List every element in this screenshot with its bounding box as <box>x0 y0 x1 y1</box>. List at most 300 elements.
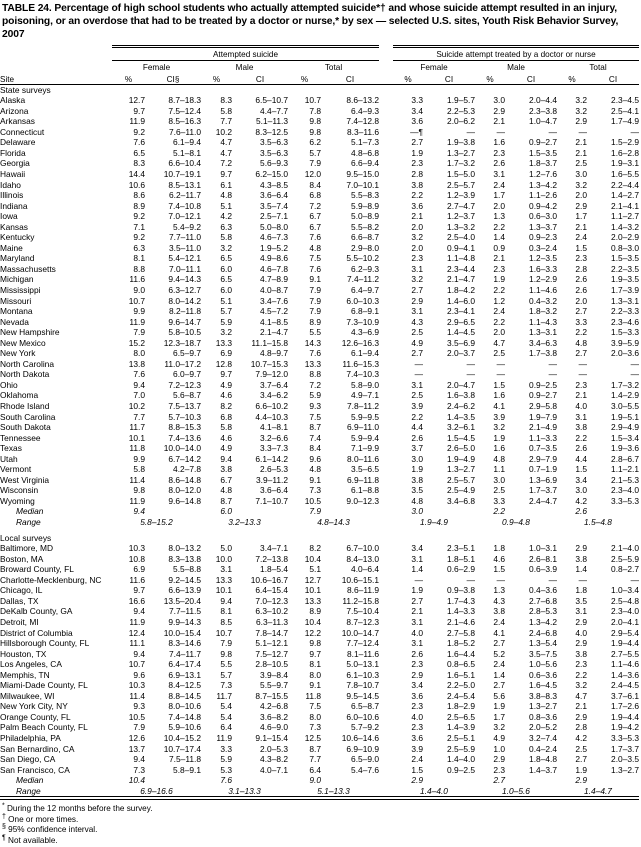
cell-treated-male-pct: 1.9 <box>493 701 505 712</box>
cell-treated-female-pct: 2.2 <box>411 411 423 422</box>
cell-attempted-male-pct: 8.3 <box>220 95 232 106</box>
cell-treated-male-ci: 1.8–4.8 <box>529 754 557 765</box>
cell-attempted-total-ci: 7.4–12.8 <box>346 116 379 127</box>
cell-treated-female-ci: 2.0–3.7 <box>447 348 475 359</box>
cell-attempted-male-ci: 1.9–5.2 <box>260 242 288 253</box>
table-row <box>0 433 639 444</box>
cell-treated-female-pct: 3.4 <box>411 105 423 116</box>
cell-treated-male-ci: 2.8–5.3 <box>529 606 557 617</box>
cell-treated-male-pct: 1.8 <box>493 543 505 554</box>
cell-treated-male-ci: 1.3–4.2 <box>529 179 557 190</box>
cell-attempted-total-ci: 6.2–9.3 <box>351 263 379 274</box>
cell-attempted-male-ci: 4.9–8.6 <box>260 253 288 264</box>
cell-attempted-female-ci: 4.2–7.8 <box>173 464 201 475</box>
cell-attempted-female-ci: 6.5–9.7 <box>173 348 201 359</box>
table-row <box>0 575 639 586</box>
cell-treated-female-ci: 1.3–2.7 <box>447 464 475 475</box>
column-gap <box>379 412 393 423</box>
table-row <box>0 485 639 496</box>
cell-treated-female-ci: 1.7–3.2 <box>447 158 475 169</box>
cell-treated-female-pct: 2.4 <box>411 754 423 765</box>
table-row <box>0 369 639 380</box>
cell-treated-female-pct: 3.5 <box>411 485 423 496</box>
range-attempted-total: 5.1–13.3 <box>317 785 350 796</box>
header-treated: Suicide attempt treated by a doctor or nurse <box>436 49 596 59</box>
cell-attempted-male-pct: 3.1 <box>220 564 232 575</box>
table-row <box>0 317 639 328</box>
cell-attempted-male-ci: 3.3–7.3 <box>260 443 288 454</box>
row-site-label: Connecticut <box>0 126 45 137</box>
cell-attempted-total-pct: 10.7 <box>304 95 321 106</box>
cell-treated-male-pct: 2.7 <box>493 680 505 691</box>
cell-attempted-female-ci: 7.6–11.0 <box>169 126 201 137</box>
cell-treated-male-pct: 1.3 <box>493 585 505 596</box>
cell-attempted-female-ci: 7.4–10.8 <box>168 200 201 211</box>
cell-treated-total-pct: 2.1 <box>575 137 587 148</box>
cell-treated-total-pct: 1.4 <box>575 564 587 575</box>
median-attempted-total: 7.9 <box>309 506 321 517</box>
cell-attempted-total-pct: 8.7 <box>309 422 321 433</box>
cell-treated-total-pct: — <box>578 574 587 585</box>
cell-treated-male-pct: 2.1 <box>493 116 505 127</box>
row-site-label: San Diego, CA <box>0 754 56 765</box>
row-site-label: North Dakota <box>0 369 50 380</box>
row-site-label: Oklahoma <box>0 390 39 401</box>
cell-treated-male-pct: 1.6 <box>493 390 505 401</box>
cell-attempted-total-ci: 6.9–11.0 <box>347 422 379 433</box>
cell-treated-total-pct: 4.2 <box>575 732 587 743</box>
column-gap <box>379 190 393 201</box>
cell-treated-female-ci: 1.6–3.8 <box>447 390 475 401</box>
cell-attempted-female-ci: 7.7–11.0 <box>169 232 201 243</box>
range-row <box>0 786 639 797</box>
cell-treated-male-ci: 1.6–3.3 <box>529 263 557 274</box>
column-gap <box>379 754 393 765</box>
section-title: State surveys <box>0 84 51 95</box>
cell-attempted-total-pct: 8.9 <box>309 606 321 617</box>
cell-attempted-male-ci: 6.6–10.2 <box>255 401 288 412</box>
cell-attempted-male-pct: 8.7 <box>220 495 232 506</box>
table-row <box>0 359 639 370</box>
cell-attempted-total-ci: 8.3–11.6 <box>347 126 379 137</box>
cell-treated-female-pct: 3.9 <box>411 743 423 754</box>
cell-treated-female-ci: 1.9–3.8 <box>447 137 475 148</box>
table-row <box>0 222 639 233</box>
cell-attempted-male-pct: 5.7 <box>220 669 232 680</box>
table-row <box>0 201 639 212</box>
header-tt-pct: % <box>568 74 576 84</box>
cell-treated-female-pct: 3.0 <box>411 453 423 464</box>
cell-attempted-female-ci: 8.0–14.2 <box>168 295 201 306</box>
cell-treated-female-ci: 2.5–5.7 <box>447 179 475 190</box>
row-site-label: Massachusetts <box>0 263 56 274</box>
cell-attempted-total-ci: 6.1–10.3 <box>346 669 379 680</box>
row-site-label: Nevada <box>0 316 29 327</box>
column-gap <box>379 348 393 359</box>
cell-attempted-total-pct: 8.0 <box>309 669 321 680</box>
cell-attempted-total-pct: 7.4 <box>309 432 321 443</box>
table-row <box>0 754 639 765</box>
cell-attempted-total-ci: 8.6–13.2 <box>346 95 379 106</box>
cell-attempted-female-ci: 7.4–13.6 <box>168 432 201 443</box>
cell-treated-total-ci: — <box>630 574 639 585</box>
cell-attempted-male-ci: 4.3–8.2 <box>260 754 288 765</box>
cell-treated-female-ci: 2.7–5.8 <box>447 627 475 638</box>
footnote-marker: ¶ <box>2 834 6 842</box>
data-table <box>0 45 639 801</box>
cell-treated-female-ci: 1.8–4.2 <box>447 285 475 295</box>
cell-treated-female-ci: 1.3–3.2 <box>447 221 475 232</box>
cell-treated-male-pct: 2.4 <box>493 179 505 190</box>
cell-treated-male-ci: 2.1–4.9 <box>529 422 557 433</box>
column-gap <box>379 211 393 222</box>
footnote-marker: † <box>2 813 6 821</box>
column-gap <box>379 628 393 639</box>
cell-attempted-female-ci: 8.3–13.8 <box>168 553 201 564</box>
row-site-label: Utah <box>0 453 18 464</box>
cell-attempted-female-ci: 5.1–8.1 <box>173 147 201 158</box>
cell-attempted-female-ci: 8.4–12.5 <box>168 680 201 691</box>
cell-treated-female-pct: 3.4 <box>411 543 423 554</box>
cell-treated-total-ci: 1.4–3.2 <box>611 221 639 232</box>
table-row <box>0 127 639 138</box>
cell-attempted-total-ci: 7.8–11.2 <box>347 401 379 412</box>
cell-attempted-total-ci: 2.9–8.0 <box>351 242 379 253</box>
row-site-label: Broward County, FL <box>0 564 74 575</box>
cell-treated-total-pct: 2.1 <box>575 147 587 158</box>
cell-attempted-female-ci: 8.8–15.3 <box>168 422 201 433</box>
cell-attempted-female-pct: 10.3 <box>128 680 145 691</box>
cell-attempted-total-pct: 9.3 <box>309 401 321 412</box>
cell-treated-female-ci: 2.1–4.6 <box>447 616 475 627</box>
cell-attempted-female-pct: 8.3 <box>133 158 145 169</box>
cell-treated-total-pct: 2.1 <box>575 221 587 232</box>
cell-attempted-male-pct: 11.9 <box>216 732 232 743</box>
cell-treated-female-ci: 1.4–3.5 <box>447 411 475 422</box>
cell-attempted-total-ci: 8.7–12.3 <box>346 616 379 627</box>
cell-treated-female-pct: 2.0 <box>411 221 423 232</box>
cell-attempted-total-ci: 5.9–9.5 <box>351 411 379 422</box>
cell-treated-male-ci: 0.9–4.2 <box>529 200 557 211</box>
cell-treated-total-ci: 2.0–2.9 <box>611 232 639 243</box>
row-site-label: Hillsborough County, FL <box>0 638 90 649</box>
cell-attempted-total-ci: 8.1–11.6 <box>347 648 379 659</box>
cell-treated-total-pct: 4.0 <box>575 401 587 412</box>
column-gap <box>379 380 393 391</box>
cell-treated-total-pct: — <box>578 369 587 380</box>
cell-attempted-male-ci: 8.7–15.5 <box>255 690 288 701</box>
cell-attempted-female-ci: 10.0–14.0 <box>163 443 201 454</box>
cell-treated-female-ci: — <box>466 126 475 137</box>
row-site-label: Iowa <box>0 211 18 222</box>
cell-treated-female-pct: 2.9 <box>411 669 423 680</box>
cell-treated-male-ci: 3.5–7.5 <box>529 648 557 659</box>
cell-treated-male-pct: 5.2 <box>493 648 505 659</box>
column-gap <box>379 680 393 691</box>
cell-treated-total-pct: 3.3 <box>575 316 587 327</box>
range-treated-total: 1.5–4.8 <box>584 517 612 528</box>
cell-treated-male-pct: 1.6 <box>493 137 505 148</box>
cell-attempted-total-ci: 8.4–13.0 <box>346 553 379 564</box>
table-row <box>0 158 639 169</box>
cell-treated-male-ci: 0.7–1.9 <box>529 464 557 475</box>
cell-attempted-female-ci: 9.4–14.3 <box>168 274 201 285</box>
cell-attempted-total-ci: 9.5–14.5 <box>346 690 379 701</box>
cell-treated-male-pct: — <box>496 126 505 137</box>
column-gap <box>379 317 393 328</box>
cell-treated-female-pct: 2.3 <box>411 659 423 670</box>
column-gap <box>379 701 393 712</box>
cell-treated-male-pct: 1.0 <box>493 743 505 754</box>
cell-treated-total-pct: 3.2 <box>575 95 587 106</box>
cell-treated-male-ci: 3.2–7.4 <box>529 732 557 743</box>
row-site-label: South Carolina <box>0 411 56 422</box>
cell-treated-female-ci: 1.4–4.0 <box>447 754 475 765</box>
cell-attempted-female-ci: 9.2–14.5 <box>168 574 201 585</box>
cell-treated-male-ci: 0.9–2.3 <box>529 232 557 243</box>
footnote-1 <box>2 804 641 815</box>
cell-attempted-total-ci: 7.7–12.4 <box>346 638 379 649</box>
column-gap <box>379 744 393 755</box>
cell-treated-female-pct: 2.3 <box>411 701 423 712</box>
column-gap <box>379 201 393 212</box>
blank-cell <box>587 775 639 786</box>
column-gap <box>379 691 393 702</box>
footnotes <box>0 804 641 846</box>
cell-treated-female-pct: 2.7 <box>411 285 423 295</box>
cell-treated-total-pct: 1.5 <box>575 242 587 253</box>
cell-attempted-total-pct: 7.3 <box>309 722 321 733</box>
column-gap <box>379 543 393 554</box>
column-gap <box>379 496 393 507</box>
cell-treated-female-ci: 1.8–5.1 <box>447 553 475 564</box>
cell-attempted-female-pct: 9.4 <box>133 379 145 390</box>
cell-attempted-female-ci: 8.0–10.6 <box>168 701 201 712</box>
row-site-label: Michigan <box>0 274 34 285</box>
section-title: Local surveys <box>0 532 52 543</box>
cell-attempted-female-ci: 6.3–12.7 <box>168 285 201 295</box>
cell-attempted-male-ci: 7.2–13.8 <box>255 553 288 564</box>
cell-treated-male-pct: 3.1 <box>493 168 505 179</box>
cell-treated-female-pct: 3.4 <box>411 680 423 691</box>
cell-treated-female-ci: 1.4–3.9 <box>447 722 475 733</box>
table-body <box>0 84 639 797</box>
cell-treated-female-pct: 1.5 <box>411 764 423 775</box>
cell-attempted-male-ci: 3.6–6.4 <box>260 190 288 201</box>
cell-attempted-total-ci: 5.5–8.2 <box>351 221 379 232</box>
cell-attempted-female-ci: 5.8–10.5 <box>168 327 201 338</box>
cell-treated-male-ci: 1.0–3.1 <box>529 543 557 554</box>
cell-attempted-male-ci: 4.6–7.8 <box>260 263 288 274</box>
cell-attempted-total-ci: 6.6–8.7 <box>351 232 379 243</box>
column-gap <box>379 464 393 475</box>
cell-treated-total-pct: 3.0 <box>575 168 587 179</box>
cell-attempted-total-ci: 6.9–11.8 <box>347 474 379 485</box>
cell-attempted-male-pct: 13.3 <box>215 574 232 585</box>
cell-attempted-female-pct: 8.1 <box>133 253 145 264</box>
cell-treated-female-ci: 1.1–4.8 <box>447 253 475 264</box>
range-attempted-total: 4.8–14.3 <box>317 517 350 528</box>
row-site-label: Orange County, FL <box>0 711 71 722</box>
cell-attempted-total-ci: 6.5–8.7 <box>351 701 379 712</box>
cell-treated-total-ci: 1.4–2.9 <box>611 390 639 401</box>
range-treated-male: 0.9–4.8 <box>502 517 530 528</box>
cell-attempted-male-ci: 3.4–7.1 <box>260 543 288 554</box>
column-gap <box>379 765 393 776</box>
cell-treated-total-ci: 2.3–4.6 <box>611 316 639 327</box>
cell-treated-female-ci: 2.5–4.0 <box>447 232 475 243</box>
cell-treated-total-pct: 3.5 <box>575 595 587 606</box>
cell-treated-male-pct: 1.9 <box>493 274 505 285</box>
table-row <box>0 701 639 712</box>
cell-attempted-male-ci: 4.6–9.0 <box>260 722 288 733</box>
cell-attempted-male-pct: 5.9 <box>220 316 232 327</box>
cell-treated-female-ci: 1.5–5.0 <box>447 168 475 179</box>
cell-attempted-male-ci: 2.8–10.5 <box>255 659 288 670</box>
cell-attempted-total-pct: 9.1 <box>309 680 321 691</box>
cell-treated-male-ci: 1.9–7.9 <box>529 411 557 422</box>
cell-attempted-total-pct: 7.8 <box>309 105 321 116</box>
footnote-text: Not available. <box>5 836 58 846</box>
cell-treated-total-pct: 2.0 <box>575 190 587 201</box>
cell-treated-male-ci: — <box>548 358 557 369</box>
median-attempted-male: 6.0 <box>220 506 232 517</box>
cell-attempted-male-pct: 12.8 <box>215 358 232 369</box>
cell-treated-female-ci: — <box>466 369 475 380</box>
column-gap <box>379 485 393 496</box>
cell-attempted-total-pct: 6.7 <box>309 211 321 222</box>
cell-attempted-male-pct: 4.7 <box>220 147 232 158</box>
cell-attempted-total-ci: 7.8–10.7 <box>346 680 379 691</box>
row-site-label: District of Columbia <box>0 627 73 638</box>
cell-treated-total-ci: — <box>630 358 639 369</box>
cell-treated-total-ci: — <box>630 369 639 380</box>
column-gap <box>379 338 393 349</box>
cell-treated-female-pct: 4.0 <box>411 627 423 638</box>
cell-attempted-total-pct: 7.5 <box>309 411 321 422</box>
cell-treated-total-pct: — <box>578 126 587 137</box>
header-af-ci: CI§ <box>166 74 180 84</box>
cell-attempted-female-pct: 7.7 <box>133 411 145 422</box>
cell-treated-female-ci: 1.4–6.0 <box>447 295 475 306</box>
cell-treated-male-pct: 2.6 <box>493 158 505 169</box>
cell-attempted-male-ci: 1.8–5.4 <box>260 564 288 575</box>
cell-treated-total-ci: 1.5–3.3 <box>611 327 639 338</box>
cell-attempted-female-ci: 5.8–9.1 <box>173 764 201 775</box>
row-site-label: Baltimore, MD <box>0 543 54 554</box>
row-site-label: Charlotte-Mecklenburg, NC <box>0 574 102 585</box>
cell-attempted-total-ci: 6.9–10.9 <box>346 743 379 754</box>
column-gap <box>379 617 393 628</box>
cell-treated-male-ci: 1.8–3.7 <box>529 158 557 169</box>
cell-attempted-female-pct: 7.6 <box>133 369 145 380</box>
cell-treated-total-ci: 2.2–3.5 <box>611 263 639 274</box>
cell-treated-total-ci: 2.0–3.5 <box>611 754 639 765</box>
cell-attempted-total-pct: 4.8 <box>309 464 321 475</box>
cell-treated-male-pct: 2.3 <box>493 764 505 775</box>
cell-attempted-total-ci: 4.8–6.8 <box>351 147 379 158</box>
cell-attempted-male-pct: 7.9 <box>220 638 232 649</box>
cell-treated-male-pct: 2.0 <box>493 327 505 338</box>
cell-treated-male-ci: 1.7–3.8 <box>529 348 557 359</box>
cell-attempted-total-ci: 6.1–9.4 <box>351 348 379 359</box>
cell-attempted-female-pct: 10.8 <box>128 553 145 564</box>
cell-treated-male-pct: 1.7 <box>493 711 505 722</box>
cell-treated-male-pct: 3.8 <box>493 606 505 617</box>
cell-treated-total-ci: 2.0–4.1 <box>611 616 639 627</box>
cell-attempted-female-ci: 5.5–8.8 <box>173 564 201 575</box>
cell-attempted-male-pct: 7.3 <box>220 680 232 691</box>
cell-treated-male-ci: 2.4–6.8 <box>529 627 557 638</box>
cell-attempted-female-ci: 7.5–13.7 <box>168 401 201 412</box>
cell-attempted-female-ci: 5.4–9.2 <box>173 221 201 232</box>
cell-attempted-total-ci: 7.1–9.9 <box>351 443 379 454</box>
cell-attempted-total-ci: 7.5–10.4 <box>346 606 379 617</box>
row-site-label: Dallas, TX <box>0 595 39 606</box>
table-row <box>0 722 639 733</box>
cell-treated-female-pct: 3.1 <box>411 263 423 274</box>
cell-attempted-male-pct: 4.8 <box>220 190 232 201</box>
row-site-label: Milwaukee, WI <box>0 690 55 701</box>
cell-treated-total-ci: 1.4–2.7 <box>611 190 639 201</box>
cell-treated-total-pct: 2.0 <box>575 295 587 306</box>
cell-treated-female-ci: 1.3–2.7 <box>447 147 475 158</box>
cell-attempted-female-ci: 11.0–17.2 <box>164 358 201 369</box>
cell-attempted-total-ci: 3.5–6.5 <box>351 464 379 475</box>
cell-treated-total-pct: 2.4 <box>575 232 587 243</box>
cell-treated-total-ci: 3.9–5.9 <box>611 337 639 348</box>
cell-treated-male-pct: 2.5 <box>493 485 505 496</box>
cell-attempted-total-pct: 10.5 <box>304 495 321 506</box>
cell-attempted-female-pct: 11.6 <box>129 574 145 585</box>
cell-treated-male-ci: 3.4–6.3 <box>529 337 557 348</box>
cell-attempted-female-ci: 7.4–11.7 <box>169 648 201 659</box>
cell-attempted-male-pct: 8.5 <box>220 616 232 627</box>
cell-treated-male-ci: 1.3–6.9 <box>529 474 557 485</box>
cell-attempted-total-pct: 7.9 <box>309 295 321 306</box>
cell-treated-female-pct: 2.0 <box>411 242 423 253</box>
cell-attempted-total-pct: 7.2 <box>309 200 321 211</box>
table-row <box>0 211 639 222</box>
cell-treated-female-pct: 4.8 <box>411 495 423 506</box>
cell-attempted-male-pct: 6.3 <box>220 221 232 232</box>
cell-attempted-female-pct: 9.2 <box>133 232 145 243</box>
cell-attempted-total-ci: 11.6–15.3 <box>342 358 379 369</box>
table-row <box>0 659 639 670</box>
cell-treated-total-pct: 2.3 <box>575 379 587 390</box>
cell-attempted-female-ci: 13.5–20.4 <box>163 595 201 606</box>
cell-attempted-female-pct: 12.6 <box>128 732 145 743</box>
cell-treated-male-ci: 0.4–3.2 <box>529 295 557 306</box>
row-site-label: South Dakota <box>0 422 51 433</box>
cell-attempted-female-ci: 8.5–13.1 <box>168 179 201 190</box>
cell-attempted-total-pct: 12.0 <box>304 168 321 179</box>
row-site-label: Chicago, IL <box>0 585 43 596</box>
cell-treated-male-pct: 4.7 <box>493 337 505 348</box>
row-site-label: Palm Beach County, FL <box>0 722 88 733</box>
cell-attempted-male-ci: 4.3–8.5 <box>260 179 288 190</box>
cell-treated-female-ci: 2.5–4.9 <box>447 485 475 496</box>
cell-treated-total-ci: 2.9–5.4 <box>611 627 639 638</box>
cell-treated-male-ci: 1.1–4.3 <box>529 316 557 327</box>
cell-attempted-female-pct: 9.9 <box>133 306 145 317</box>
column-gap <box>379 443 393 454</box>
cell-treated-male-pct: — <box>496 369 505 380</box>
cell-treated-male-pct: 3.2 <box>493 422 505 433</box>
cell-attempted-female-pct: 11.1 <box>129 638 145 649</box>
cell-treated-total-pct: 4.7 <box>575 690 587 701</box>
median-attempted-female: 10.4 <box>128 775 145 786</box>
